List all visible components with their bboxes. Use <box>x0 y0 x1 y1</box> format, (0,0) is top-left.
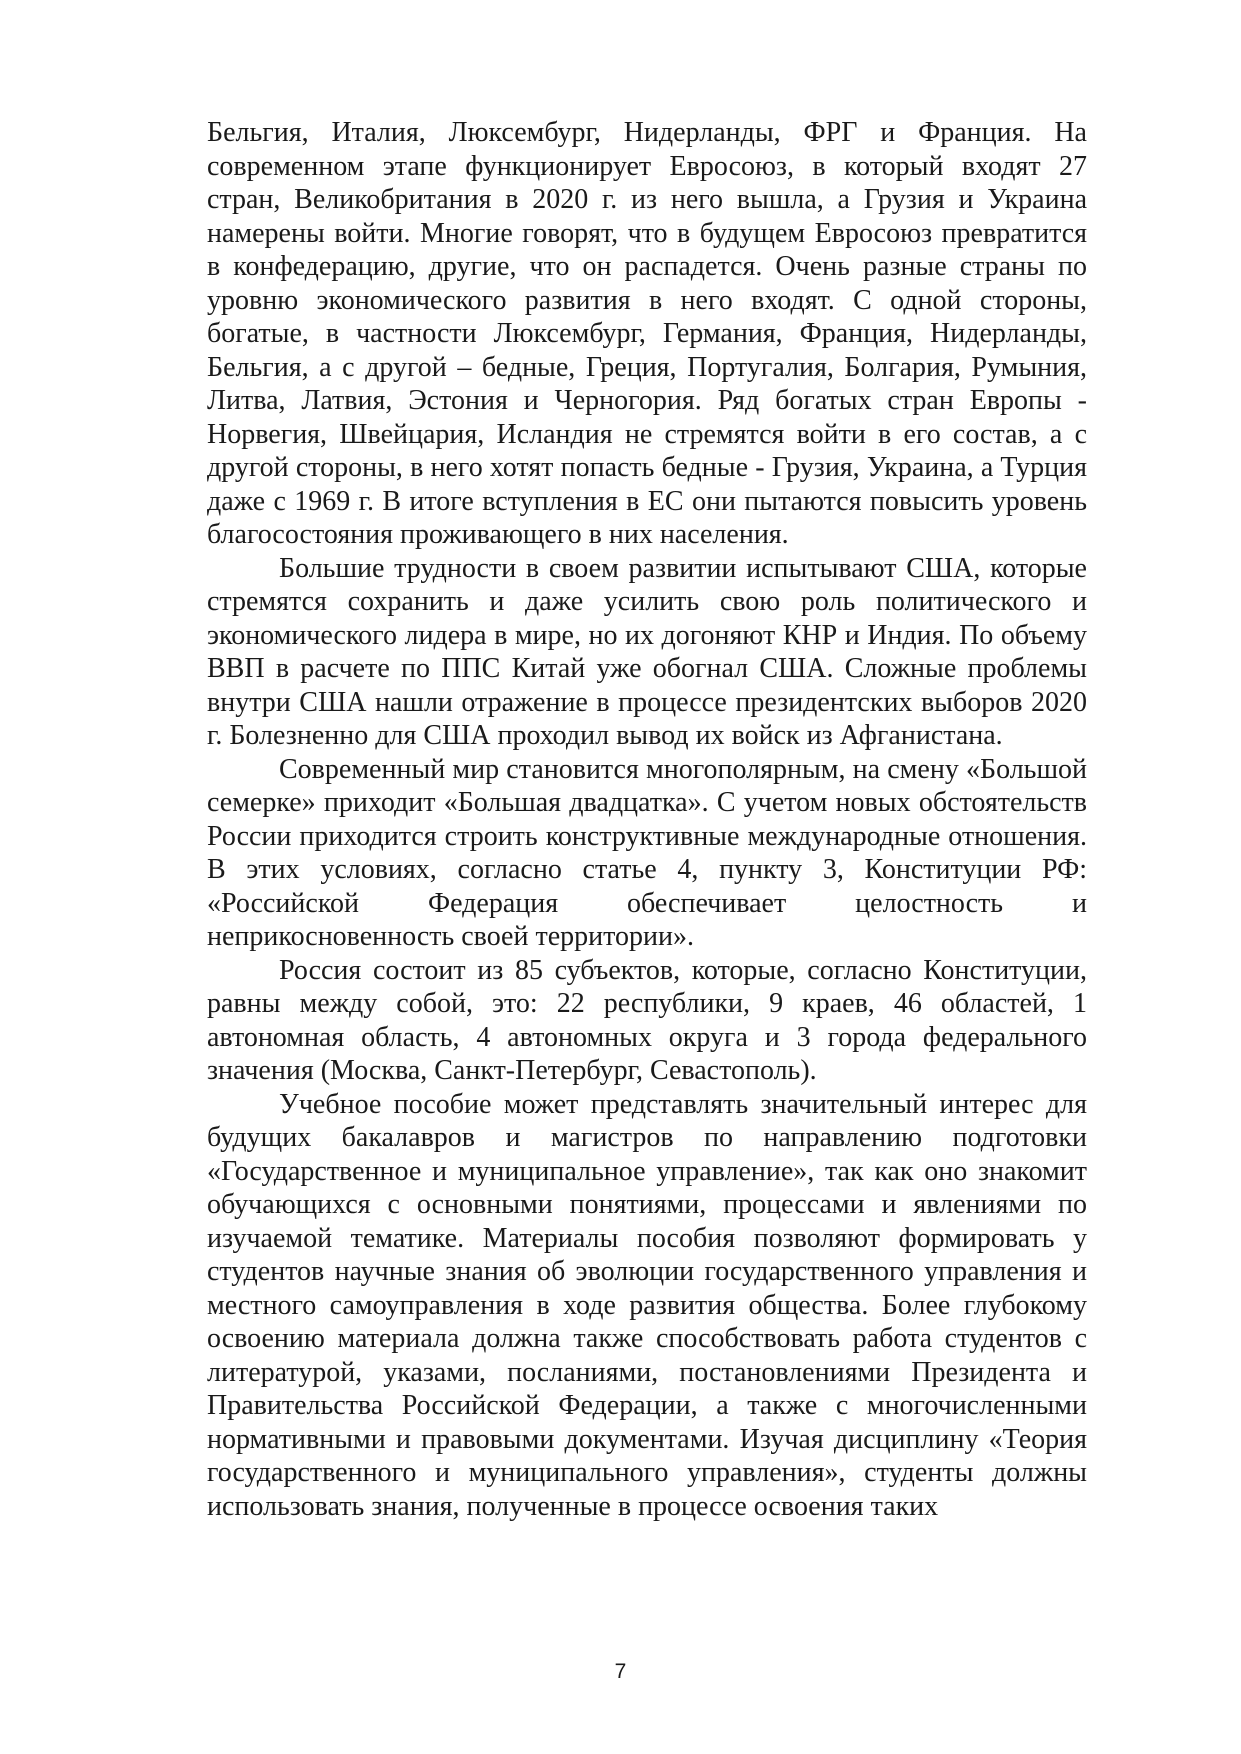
paragraph-textbook: Учебное пособие может представлять значительный интерес для будущих бакалавров и магистров по направлению подготовки «Государственное и муниципальное управление», так как оно знакомит обучающихся с основными понятиями, процессами и явлениями по изучаемой тематике. Материалы пособия позволяют формировать у студентов научные знания об эволюции государственного управления и местного самоуправления в ходе развития общества. Более глубокому освоению материала должна также способствовать работа студентов с литературой, указами, посланиями, постановлениями Президента и Правительства Российской Федерации, а также с многочисленными нормативными и правовыми документами. Изучая дисциплину «Теория государственного и муниципального управления», студенты должны использовать знания, полученные в процессе освоения таких <box>207 1088 1087 1522</box>
body-text <box>207 116 1087 1523</box>
paragraph-russia-subjects: Россия состоит из 85 субъектов, которые, согласно Конституции, равны между собой, это: 22 республики, 9 краев, 46 областей, 1 автономная область, 4 автономных округа и 3 города федерального значения (Москва, Санкт-Петербург, Севастополь). <box>207 954 1087 1086</box>
page-number: 7 <box>614 1660 627 1683</box>
paragraph-usa: Большие трудности в своем развитии испытывают США, которые стремятся сохранить и даже усилить свою роль политического и экономического лидера в мире, но их догоняют КНР и Индия. По объему ВВП в расчете по ППС Китай уже обогнал США. Сложные проблемы внутри США нашли отражение в процессе президентских выборов 2020 г. Болезненно для США проходил вывод их войск из Афганистана. <box>207 552 1087 751</box>
paragraph-multipolar-world: Современный мир становится многополярным, на смену «Большой семерке» приходит «Большая двадцатка». С учетом новых обстоятельств России приходится строить конструктивные международные отношения. В этих условиях, согласно статье 4, пункту 3, Конституции РФ: «Российской Федерация обеспечивает целостность и неприкосновенность своей территории». <box>207 753 1087 952</box>
paragraph-eu: Бельгия, Италия, Люксембург, Нидерланды, ФРГ и Франция. На современном этапе функционирует Евросоюз, в который входят 27 стран, Великобритания в 2020 г. из него вышла, а Грузия и Украина намерены войти. Многие говорят, что в будущем Евросоюз превратится в конфедерацию, другие, что он распадется. Очень разные страны по уровню экономического развития в него входят. С одной стороны, богатые, в частности Люксембург, Германия, Франция, Нидерланды, Бельгия, а с другой – бедные, Греция, Португалия, Болгария, Румыния, Литва, Латвия, Эстония и Черногория. Ряд богатых стран Европы - Норвегия, Швейцария, Исландия не стремятся войти в его состав, а с другой стороны, в него хотят попасть бедные - Грузия, Украина, а Турция даже с 1969 г. В итоге вступления в ЕС они пытаются повысить уровень благосостояния проживающего в них населения. <box>207 117 1087 550</box>
